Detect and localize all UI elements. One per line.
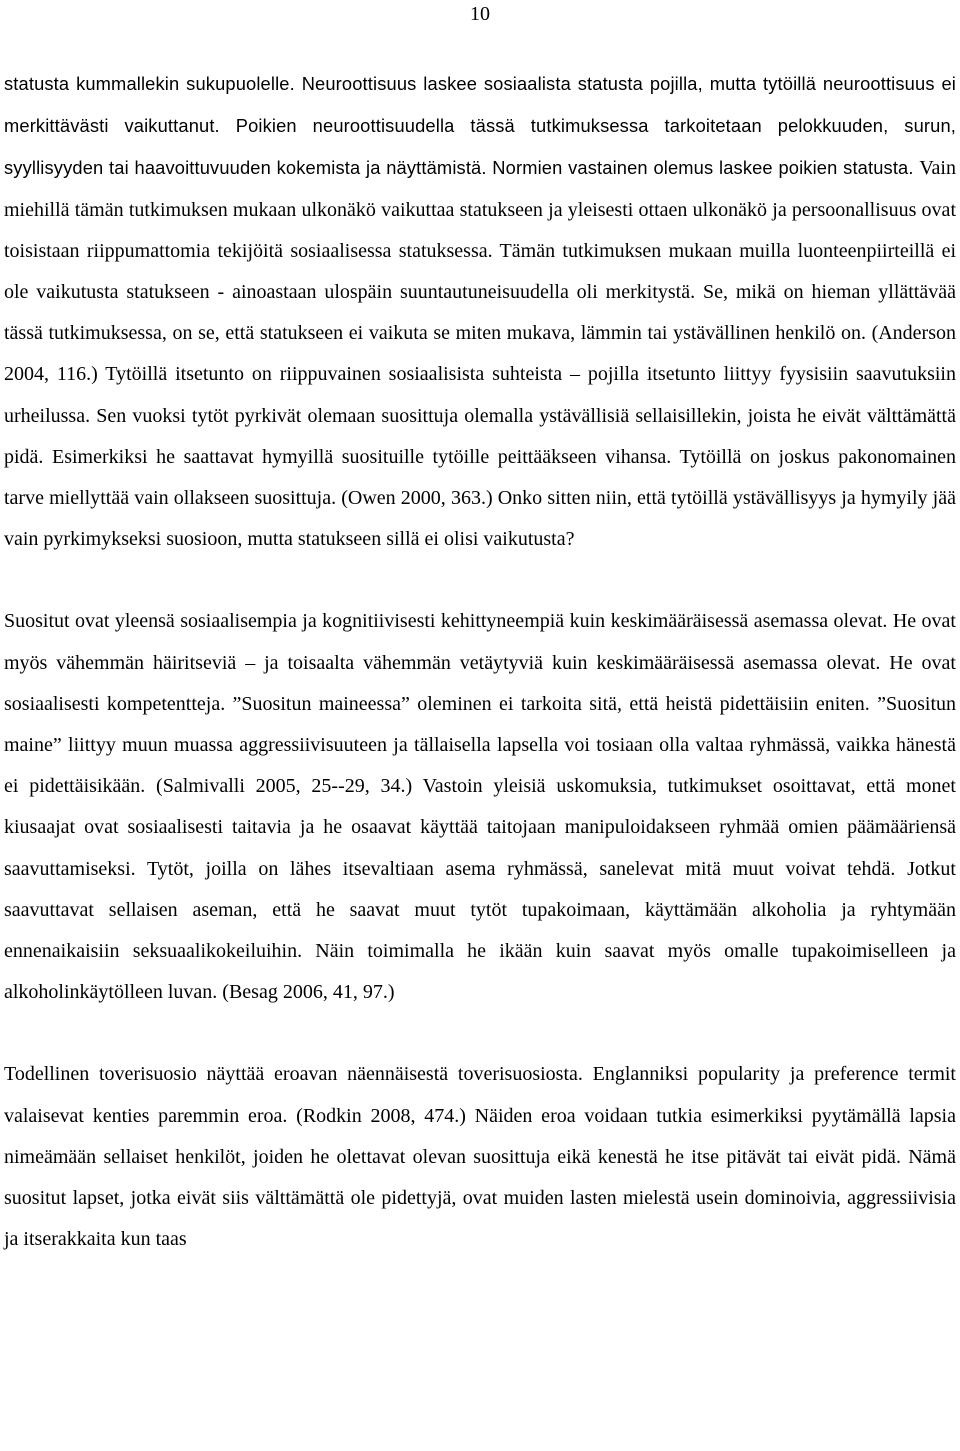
page-number: 10 bbox=[470, 3, 490, 25]
paragraph-1-sans-segment: statusta kummallekin sukupuolelle. Neuroottisuus laskee sosiaalista statusta pojilla, mutta tytöillä neuroottisuus ei merkittävästi vaikuttanut. Poikien neuroottisuudella tässä tutkimuksessa tarkoitetaan pelokkuuden, surun, syyllisyyden tai haavoittuvuuden kokemista ja näyttämistä. Normien vastainen olemus laskee poikien statusta. bbox=[4, 73, 956, 179]
paragraph-1 bbox=[4, 63, 956, 560]
paragraph-gap bbox=[4, 560, 956, 601]
paragraph-3-text: Todellinen toverisuosio näyttää eroavan näennäisestä toverisuosiosta. Englanniksi popularity ja preference termit valaisevat kenties paremmin eroa. (Rodkin 2008, 474.) Näiden eroa voidaan tutkia esimerkiksi pyytämällä lapsia nimeämään sellaiset henkilöt, joiden he olettavat olevan suosittuja eikä kenestä he itse pitävät tai eivät pidä. Nämä suositut lapset, jotka eivät siis välttämättä ole pidettyjä, ovat muiden lasten mielestä usein dominoivia, aggressiivisia ja itserakkaita kun taas bbox=[4, 1063, 956, 1251]
paragraph-2-text: Suositut ovat yleensä sosiaalisempia ja kognitiivisesti kehittyneempiä kuin keskimääräisessä asemassa olevat. He ovat myös vähemmän häiritseviä – ja toisaalta vähemmän vetäytyviä kuin keskimääräisessä asemassa olevat. He ovat sosiaalisesti kompetentteja. ”Suositun maineessa” oleminen ei tarkoita sitä, että heistä pidettäisiin eniten. ”Suositun maine” liittyy muun muassa aggressiivisuuteen ja tällaisella lapsella voi tosiaan olla valtaa ryhmässä, vaikka hänestä ei pidettäisikään. (Salmivalli 2005, 25--29, 34.) Vastoin yleisiä uskomuksia, tutkimukset osoittavat, että monet kiusaajat ovat sosiaalisesti taitavia ja he osaavat käyttää taitojaan manipuloidakseen ryhmää omien päämääriensä saavuttamiseksi. Tytöt, joilla on lähes itsevaltiaan asema ryhmässä, sanelevat mitä muut voivat tehdä. Jotkut saavuttavat sellaisen aseman, että he saavat muut tytöt tupakoimaan, käyttämään alkoholia ja ryhtymään ennenaikaisiin seksuaalikokeiluihin. Näin toimimalla he ikään kuin saavat myös omalle tupakoimiselleen ja alkoholinkäytölleen luvan. (Besag 2006, 41, 97.) bbox=[4, 610, 956, 1004]
paragraph-1-serif-segment: Vain miehillä tämän tutkimuksen mukaan ulkonäkö vaikuttaa statukseen ja yleisesti ottaen ulkonäkö ja persoonallisuus ovat toisistaan riippumattomia tekijöitä sosiaalisessa statuksessa. Tämän tutkimuksen mukaan muilla luonteenpiirteillä ei ole vaikutusta statukseen - ainoastaan ulospäin suuntautuneisuudella oli merkitystä. Se, mikä on hieman yllättävää tässä tutkimuksessa, on se, että statukseen ei vaikuta se miten mukava, lämmin tai ystävällinen henkilö on. (Anderson 2004, 116.) Tytöillä itsetunto on riippuvainen sosiaalisista suhteista – pojilla itsetunto liittyy fyysisiin saavutuksiin urheilussa. Sen vuoksi tytöt pyrkivät olemaan suosittuja olemalla ystävällisiä sellaisillekin, joista he eivät välttämättä pidä. Esimerkiksi he saattavat hymyillä suosituille tytöille peittääkseen vihansa. Tytöillä on joskus pakonomainen tarve miellyttää vain ollakseen suosittuja. (Owen 2000, 363.) Onko sitten niin, että tytöillä ystävällisyys ja hymyily jää vain pyrkimykseksi suosioon, mutta statukseen sillä ei olisi vaikutusta? bbox=[4, 157, 956, 551]
document-body bbox=[4, 63, 956, 1260]
paragraph-3 bbox=[4, 1054, 956, 1260]
paragraph-gap bbox=[4, 1013, 956, 1054]
paragraph-2 bbox=[4, 601, 956, 1013]
